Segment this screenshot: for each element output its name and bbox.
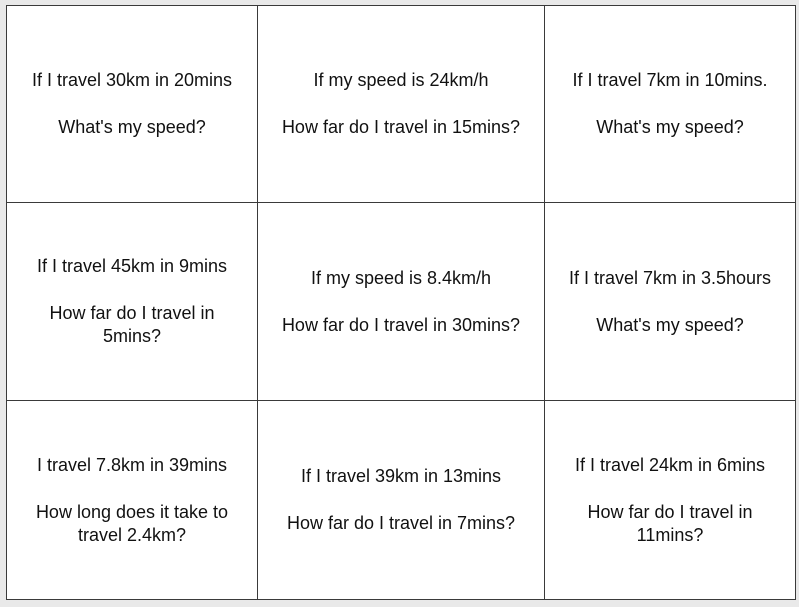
problem-card-3 xyxy=(545,6,795,203)
speed-problems-grid xyxy=(6,5,796,600)
card-question: What's my speed? xyxy=(596,314,744,335)
card-statement: If I travel 24km in 6mins xyxy=(574,454,766,475)
problem-card-4 xyxy=(7,203,258,401)
problem-card-5 xyxy=(258,203,545,401)
card-statement: If I travel 45km in 9mins xyxy=(36,256,228,276)
problem-card-1 xyxy=(7,6,258,203)
card-question: How long does it take to travel 2.4km? xyxy=(35,501,229,545)
card-question: How far do I travel in 30mins? xyxy=(281,314,521,335)
problem-card-9 xyxy=(545,401,795,599)
problem-card-2 xyxy=(258,6,545,203)
problem-card-6 xyxy=(545,203,795,401)
card-statement: If I travel 7km in 3.5hours xyxy=(568,267,772,288)
problem-card-7 xyxy=(7,401,258,599)
card-question: What's my speed? xyxy=(58,117,206,137)
card-statement: If I travel 7km in 10mins. xyxy=(572,70,768,90)
card-question: How far do I travel in 15mins? xyxy=(281,117,521,137)
card-question: How far do I travel in 7mins? xyxy=(286,513,516,533)
card-statement: I travel 7.8km in 39mins xyxy=(36,454,228,475)
card-question: How far do I travel in 11mins? xyxy=(587,501,753,545)
card-question: What's my speed? xyxy=(596,117,744,137)
card-statement: If my speed is 8.4km/h xyxy=(310,267,492,288)
card-statement: If I travel 39km in 13mins xyxy=(300,466,502,486)
card-statement: If I travel 30km in 20mins xyxy=(31,70,233,90)
card-statement: If my speed is 24km/h xyxy=(313,70,489,90)
card-question: How far do I travel in 5mins? xyxy=(49,303,215,346)
problem-card-8 xyxy=(258,401,545,599)
